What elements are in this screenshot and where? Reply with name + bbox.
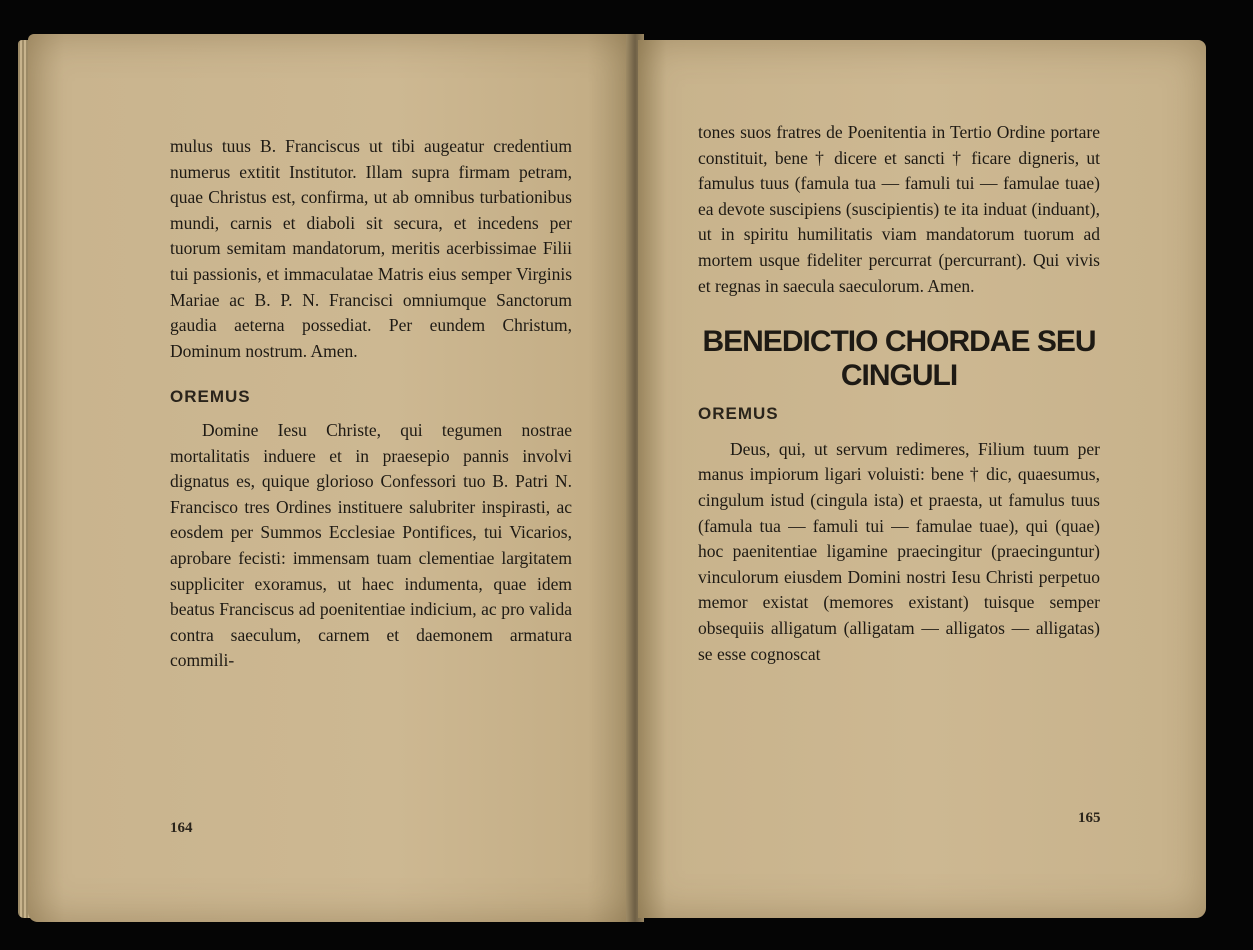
right-paragraph-2: Deus, qui, ut servum redimeres, Filium tuum per manus impiorum ligari voluisti: bene † dic, quaesumus, cingulum istud (cingula ista) et praesta, ut famulus tuus (famula tua — famuli tui — famulae tuae), qui (quae) hoc paenitentiae ligamine praecingitur (praecinguntur) vinculorum eiusdem Domini nostri Iesu Christi perpetuo memor existat (memores existant) tuisque semper obsequiis alligatum (alligatam — alligatos — alligatas) se esse cognoscat <box>698 438 1100 664</box>
section-heading: BENEDICTIO CHORDAE SEU CINGULI <box>702 325 1096 393</box>
left-page-text <box>170 134 572 674</box>
left-page <box>28 34 636 922</box>
right-page-text <box>698 120 1100 667</box>
left-paragraph-2: Domine Iesu Christe, qui tegumen nostrae mortalitatis induere et in praesepio pannis involvi dignatus es, quique glorioso Confessori tuo B. Patri N. Francisco tres Ordines instituere salubriter inspirasti, ac eosdem per Summos Ecclesiae Pontifices, tui Vicarios, aprobare fecisti: immensam tuam clementiae largitatem suppliciter exoramus, ut haec indumenta, quae idem beatus Franciscus ad poenitentiae indicium, ac pro valida contra saeculum, carnem et daemonem armatura commili- <box>170 419 572 671</box>
left-page-number: 164 <box>170 820 193 836</box>
right-oremus-heading: OREMUS <box>698 404 779 424</box>
left-paragraph-1: mulus tuus B. Franciscus ut tibi augeatur credentium numerus extitit Institutor. Illam supra firmam petram, quae Christus est, confirma, ut ab omnibus turbationibus mundi, carnis et diaboli sit secura, et incedens per tuorum semitam mandatorum, meritis acerbissimae Filii tui passionis, et immaculatae Matris eius semper Virginis Mariae ac B. P. N. Francisci omniumque Sanctorum gaudia aeterna possediat. Per eundem Christum, Dominum nostrum. Amen. <box>170 136 572 361</box>
right-paragraph-1: tones suos fratres de Poenitentia in Tertio Ordine portare constituit, bene † dicere et sancti † ficare digneris, ut famulus tuus (famula tua — famuli tui — famulae tuae) ea devote suscipiens (suscipientis) te ita induat (induant), ut in spiritu humilitatis viam mandatorum tuorum ad mortem usque fideliter percurrat (percurrant). Qui vivis et regnas in saecula saeculorum. Amen. <box>698 122 1100 296</box>
right-page-number: 165 <box>1078 810 1101 826</box>
left-oremus-heading: OREMUS <box>170 387 251 407</box>
right-page <box>638 40 1206 918</box>
